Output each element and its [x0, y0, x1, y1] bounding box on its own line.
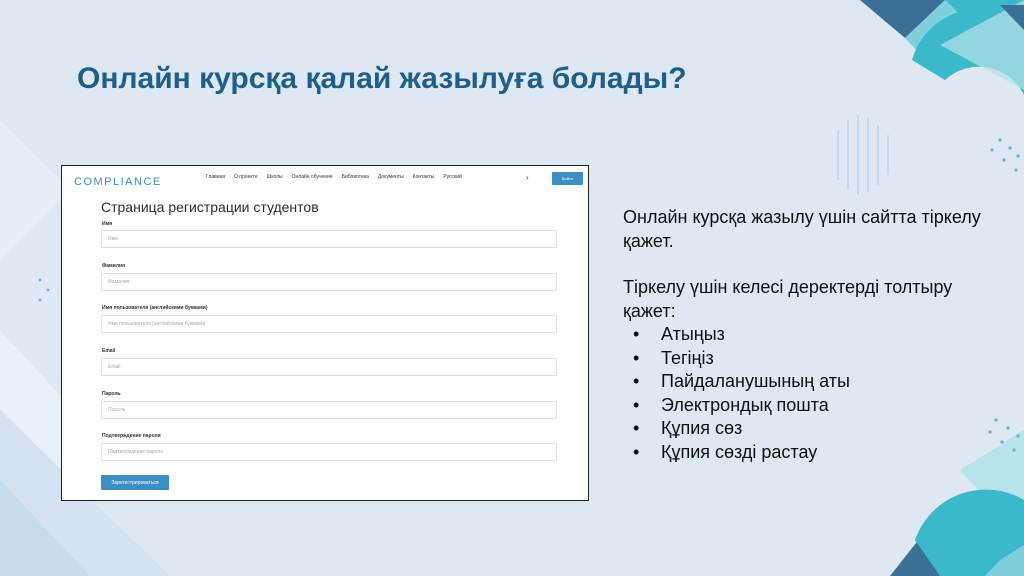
confirm-password-input[interactable]	[101, 443, 557, 461]
list-item: • Электрондық пошта	[623, 394, 983, 418]
list-item: • Құпия сөзді растау	[623, 441, 983, 465]
site-menu	[206, 174, 462, 180]
description-paragraph-2: Тіркелу үшін келесі деректерді толтыру қажет:	[623, 277, 953, 321]
list-item: • Пайдаланушының аты	[623, 370, 983, 394]
description-paragraph-1: Онлайн курсқа жазылу үшін сайтта тіркелу қажет.	[623, 207, 981, 251]
email-label: Email	[102, 348, 116, 354]
email-input[interactable]	[101, 358, 557, 376]
required-fields-list	[623, 323, 983, 464]
username-label: Имя пользователя (английскими буквами)	[102, 305, 208, 311]
list-item: • Тегіңіз	[623, 347, 983, 371]
menu-item-library[interactable]: Библиотека	[341, 174, 369, 180]
first-name-label: Имя	[102, 221, 113, 227]
deco-diamond-left-top	[0, 120, 70, 260]
menu-item-language[interactable]: Русский	[443, 174, 462, 180]
register-button[interactable]: Зарегистрироваться	[101, 475, 169, 490]
description	[623, 206, 983, 464]
login-button[interactable]: Войти	[552, 172, 583, 185]
deco-line-pattern	[838, 115, 888, 195]
chevron-right-icon[interactable]: ›	[526, 173, 529, 182]
password-input[interactable]	[101, 401, 557, 419]
last-name-input[interactable]	[101, 273, 557, 291]
list-item: • Құпия сөз	[623, 417, 983, 441]
menu-item-online-learning[interactable]: Онлайн обучение	[291, 174, 333, 180]
form-title: Страница регистрации студентов	[101, 199, 319, 215]
menu-item-home[interactable]: Главная	[206, 174, 226, 180]
menu-item-about[interactable]: О проекте	[234, 174, 258, 180]
site-navbar	[62, 166, 588, 196]
menu-item-documents[interactable]: Документы	[377, 174, 404, 180]
site-logo: COMPLIANCE	[74, 176, 162, 188]
first-name-input[interactable]	[101, 230, 557, 248]
username-input[interactable]	[101, 315, 557, 333]
list-item: • Атыңыз	[623, 323, 983, 347]
menu-item-contacts[interactable]: Контакты	[412, 174, 435, 180]
registration-screenshot	[61, 165, 589, 501]
confirm-password-label: Подтверждение пароля	[102, 433, 161, 439]
menu-item-schools[interactable]: Школы	[266, 174, 283, 180]
password-label: Пароль	[102, 391, 121, 397]
last-name-label: Фамилия	[102, 263, 125, 269]
slide-title: Онлайн курсқа қалай жазылуға болады?	[77, 62, 687, 95]
